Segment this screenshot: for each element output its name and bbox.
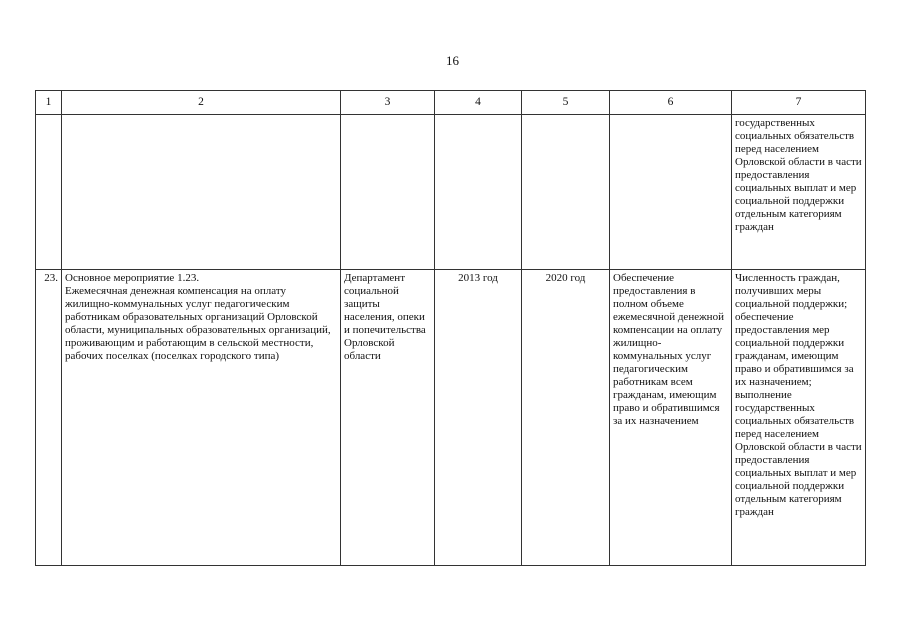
expected-result-cell [610,115,732,270]
activity-description: Ежемесячная денежная компенсация на оплату жилищно-коммунальных услуг педагогическим работникам образовательных организаций Орловской области, муниципальных образовательных организаций, проживающим и работающим в сельской местности, рабочих поселках (поселках городского типа) [65,285,331,362]
indicator-cell: государственных социальных обязательств перед населением Орловской области в части предоставления социальных выплат и мер социальной поддержки отдельным категориям граждан [732,115,866,270]
table-row-continuation [36,115,866,270]
end-year-cell [522,115,610,270]
start-year-cell: 2013 год [435,270,522,566]
expected-result-cell: Обеспечение предоставления в полном объеме ежемесячной денежной компенсации на оплату жилищно-коммунальных услуг педагогическим работникам всем гражданам, имеющим право и обратившимся за их назначением [610,270,732,566]
activity-cell [62,115,341,270]
column-header-3: 3 [341,91,435,115]
end-year-cell: 2020 год [522,270,610,566]
row-number-cell [36,115,62,270]
row-number-cell: 23. [36,270,62,566]
activity-title: Основное мероприятие 1.23. [65,272,200,284]
executor-cell [341,115,435,270]
program-activities-table [35,90,866,566]
column-header-5: 5 [522,91,610,115]
column-header-7: 7 [732,91,866,115]
column-header-1: 1 [36,91,62,115]
start-year-cell [435,115,522,270]
table-row-23 [36,270,866,566]
column-number-row [36,91,866,115]
executor-cell: Департамент социальной защиты населения, опеки и попечительства Орловской области [341,270,435,566]
page-number: 16 [446,53,459,68]
column-header-2: 2 [62,91,341,115]
column-header-4: 4 [435,91,522,115]
column-header-6: 6 [610,91,732,115]
indicator-cell: Численность граждан, получивших меры социальной поддержки; обеспечение предоставления мер социальной поддержки гражданам, имеющим право и обратившимся за их назначением; выполнение государственных социальных обязательств перед населением Орловской области в части предоставления социальных выплат и мер социальной поддержки отдельным категориям граждан [732,270,866,566]
activity-cell [62,270,341,566]
